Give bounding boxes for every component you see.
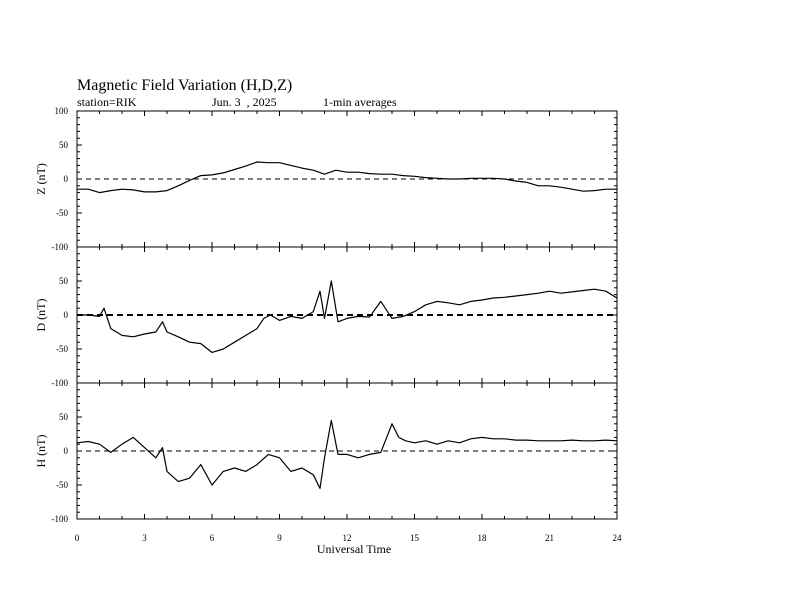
x-tick-label: 24 bbox=[612, 533, 622, 543]
series-line-d bbox=[77, 281, 617, 352]
y-tick-label: -50 bbox=[56, 344, 68, 354]
y-tick-label: -100 bbox=[51, 378, 68, 388]
series-line-h bbox=[77, 420, 617, 488]
y-tick-label: -100 bbox=[51, 514, 68, 524]
y-tick-label: -50 bbox=[56, 208, 68, 218]
panel-d bbox=[34, 247, 617, 388]
y-tick-label: 100 bbox=[54, 106, 68, 116]
x-tick-label: 9 bbox=[277, 533, 282, 543]
x-axis-label: Universal Time bbox=[316, 542, 392, 556]
y-tick-label: -100 bbox=[51, 242, 68, 252]
x-tick-label: 15 bbox=[410, 533, 419, 543]
y-axis-label-h: H (nT) bbox=[34, 434, 48, 468]
y-tick-label: 50 bbox=[59, 276, 68, 286]
y-tick-label: 0 bbox=[63, 310, 68, 320]
x-tick-label: 3 bbox=[142, 533, 147, 543]
x-tick-label: 21 bbox=[545, 533, 554, 543]
y-tick-label: 50 bbox=[59, 412, 68, 422]
y-axis-label-d: D (nT) bbox=[34, 298, 48, 332]
panel-z bbox=[34, 106, 617, 252]
y-tick-label: -50 bbox=[56, 480, 68, 490]
y-axis-label-z: Z (nT) bbox=[34, 163, 48, 195]
panel-h bbox=[34, 383, 617, 524]
x-tick-label: 12 bbox=[342, 533, 352, 543]
station-label: station=RIK bbox=[77, 95, 137, 109]
y-tick-label: 0 bbox=[63, 174, 68, 184]
y-tick-label: 0 bbox=[63, 446, 68, 456]
series-line-z bbox=[77, 162, 617, 193]
panels-group bbox=[34, 106, 617, 524]
x-tick-label: 6 bbox=[209, 533, 215, 543]
averaging-label: 1-min averages bbox=[323, 95, 397, 109]
x-tick-label: 18 bbox=[477, 533, 487, 543]
chart-title: Magnetic Field Variation (H,D,Z) bbox=[77, 77, 293, 94]
y-tick-label: 50 bbox=[59, 140, 68, 150]
date-label: Jun. 3 , 2025 bbox=[212, 95, 277, 109]
x-tick-label: 0 bbox=[74, 533, 80, 543]
